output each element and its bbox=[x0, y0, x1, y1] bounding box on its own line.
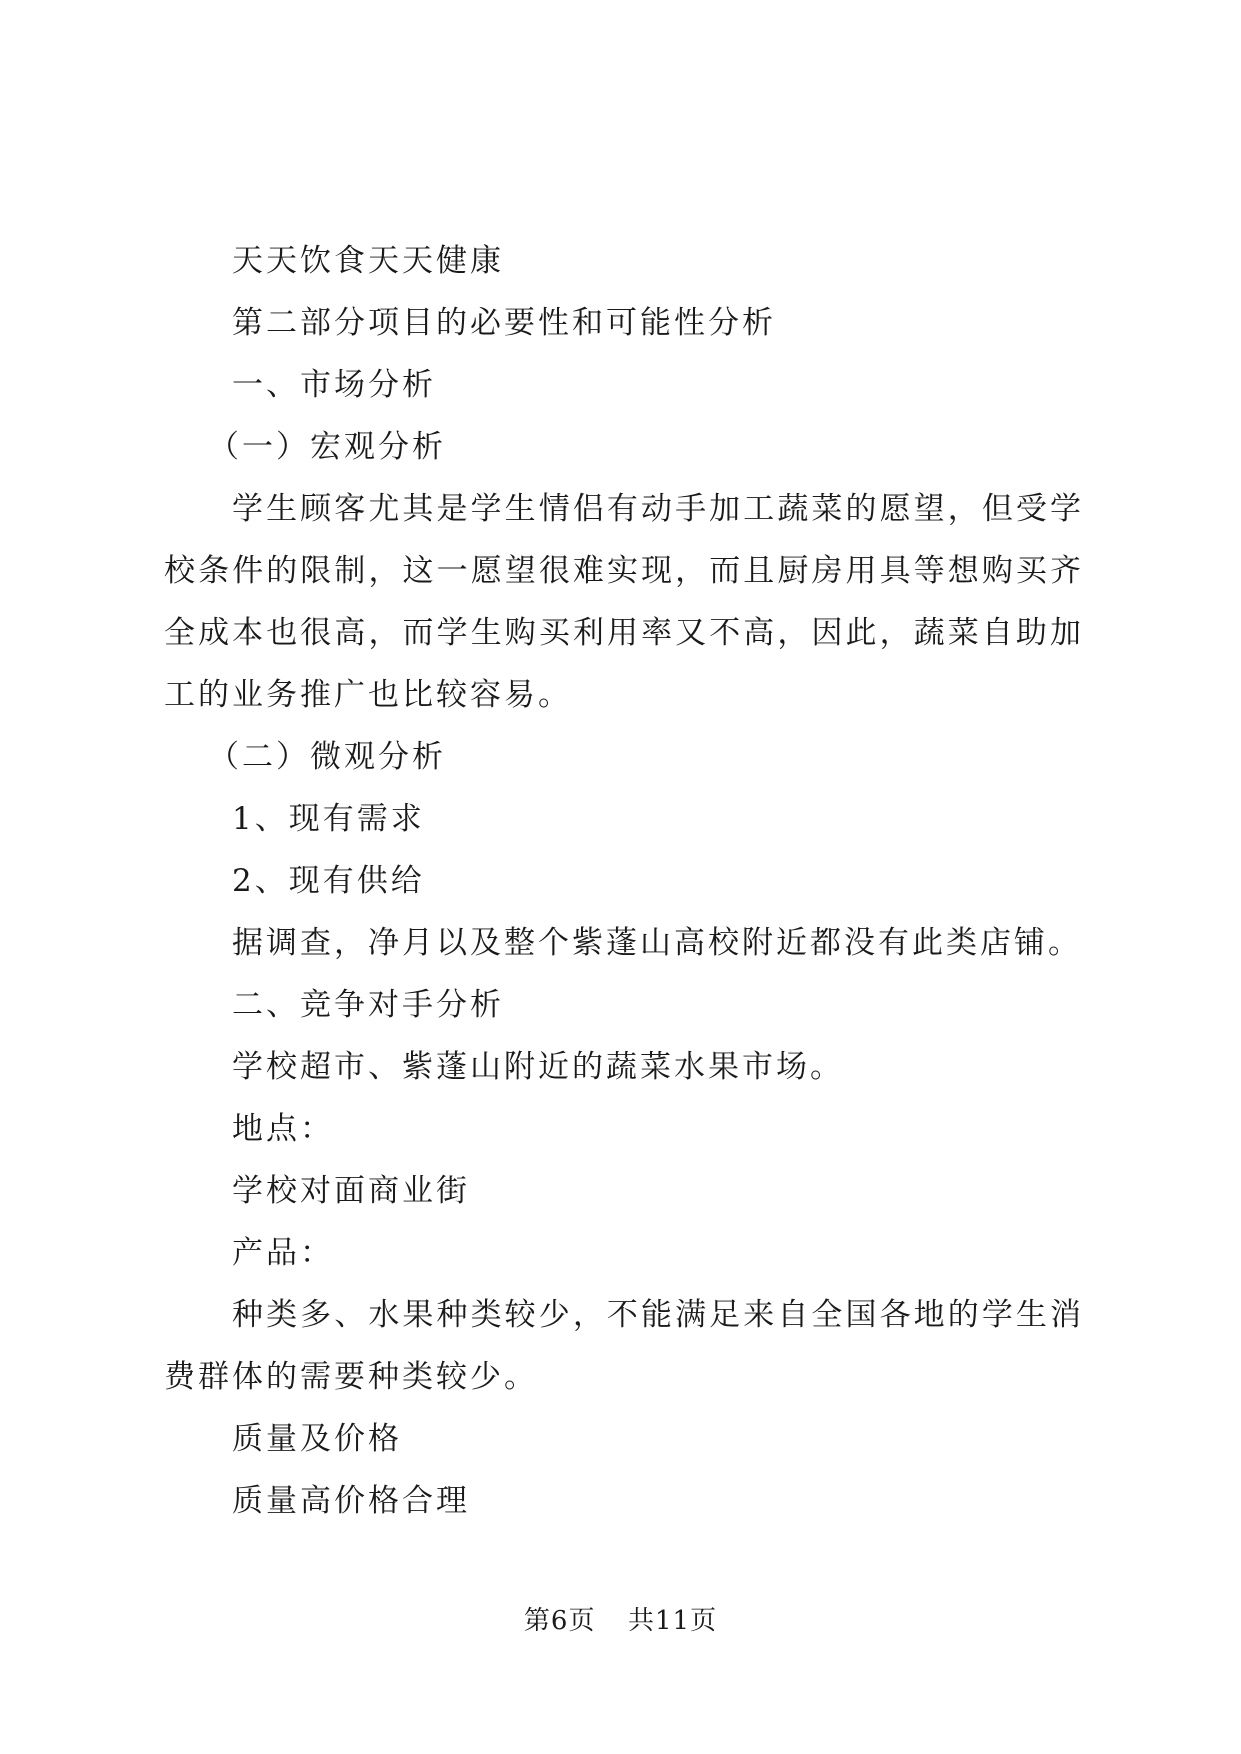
location-value: 学校对面商业街 bbox=[232, 1173, 470, 1209]
competitor-line: 学校超市、紫蓬山附近的蔬菜水果市场。 bbox=[232, 1049, 844, 1085]
quality-price-value: 质量高价格合理 bbox=[232, 1483, 470, 1519]
subsection-heading-competition: 二、竞争对手分析 bbox=[232, 987, 504, 1023]
subsection-heading-micro: （二）微观分析 bbox=[208, 739, 446, 775]
survey-line: 据调查，净月以及整个紫蓬山高校附近都没有此类店铺。 bbox=[232, 925, 1082, 961]
product-label: 产品： bbox=[232, 1235, 334, 1271]
page-footer bbox=[0, 1600, 1241, 1637]
list-item-supply: 2、现有供给 bbox=[232, 863, 425, 899]
paragraph-macro-analysis: 学生顾客尤其是学生情侣有动手加工蔬菜的愿望，但受学校条件的限制，这一愿望很难实现，而且厨房用具等想购买齐全成本也很高，而学生购买利用率又不高，因此，蔬菜自助加工的业务推广也比较容易。 bbox=[164, 491, 1084, 713]
page-total: 共11页 bbox=[627, 1606, 718, 1636]
subsection-heading-market: 一、市场分析 bbox=[232, 367, 436, 403]
list-item-demand: 1、现有需求 bbox=[232, 801, 425, 837]
paragraph-product: 种类多、水果种类较少，不能满足来自全国各地的学生消费群体的需要种类较少。 bbox=[164, 1297, 1084, 1395]
quality-price-label: 质量及价格 bbox=[232, 1421, 402, 1457]
subsection-heading-macro: （一）宏观分析 bbox=[208, 429, 446, 465]
page-number: 第6页 bbox=[523, 1606, 596, 1636]
location-label: 地点： bbox=[232, 1111, 334, 1147]
section-heading: 第二部分项目的必要性和可能性分析 bbox=[232, 305, 776, 341]
slogan-line: 天天饮食天天健康 bbox=[232, 243, 504, 279]
document-body bbox=[164, 230, 1084, 1532]
